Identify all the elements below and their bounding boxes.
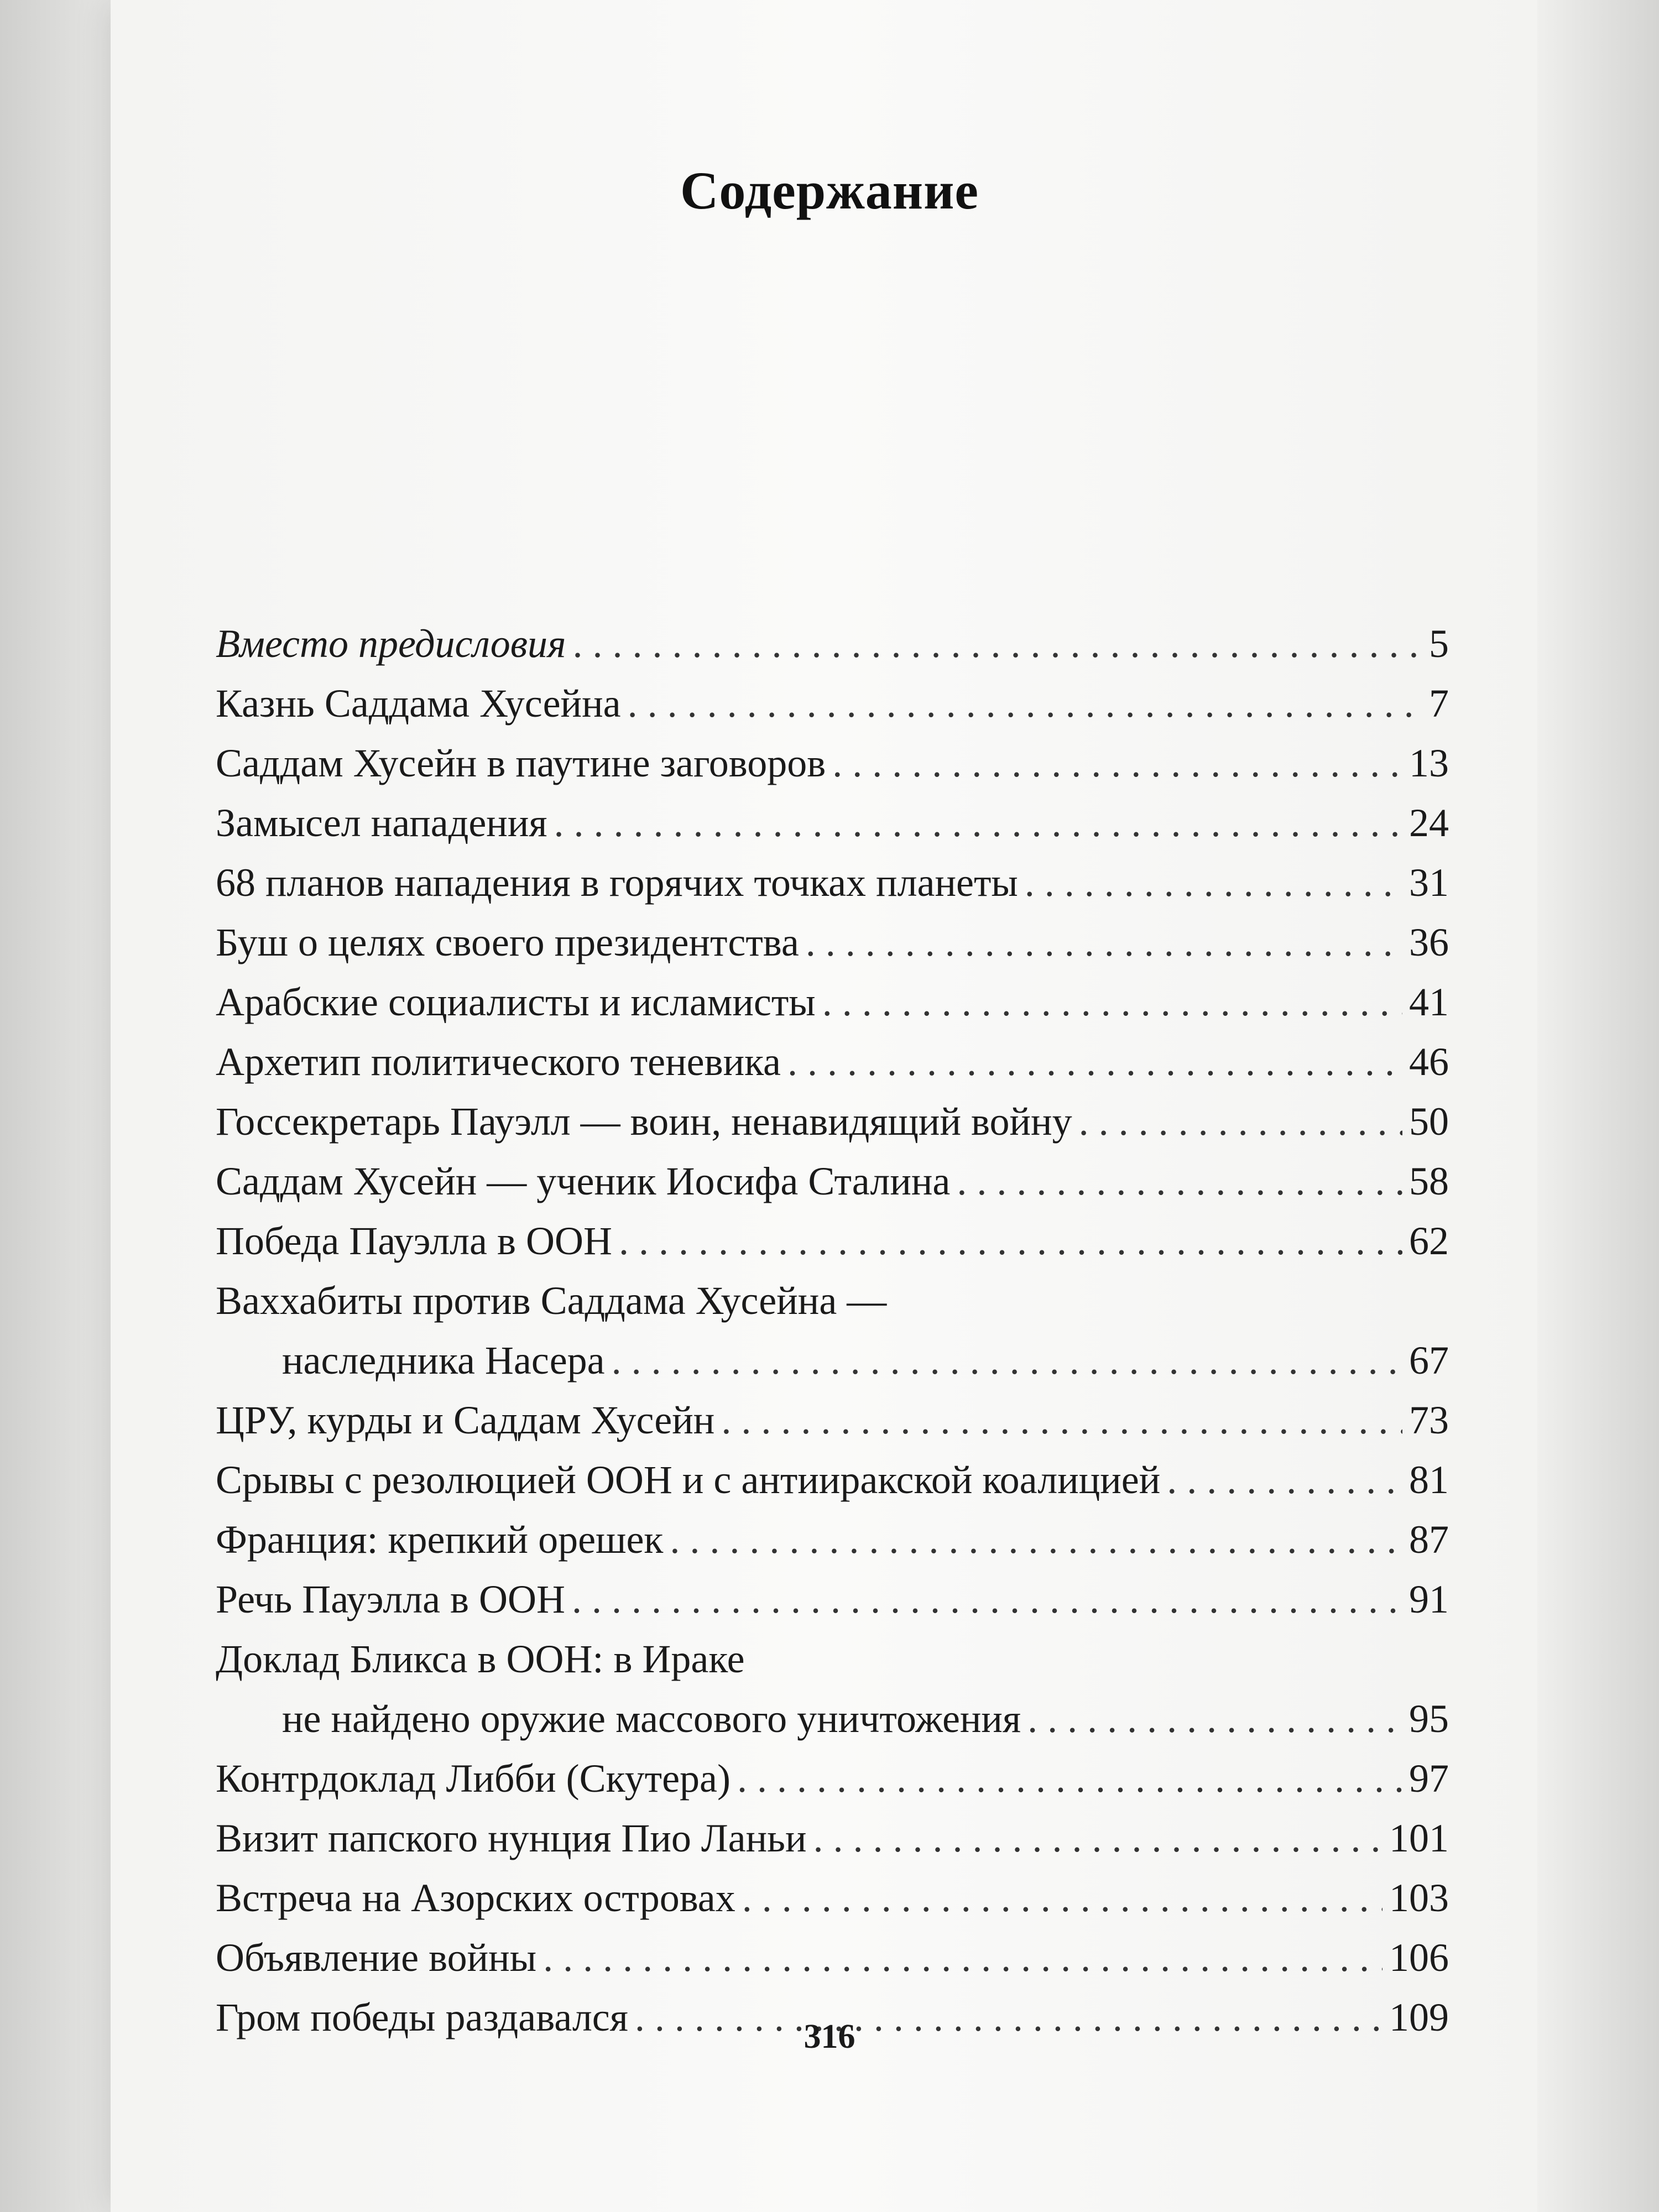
dot-leader (957, 1151, 1402, 1211)
toc-entry-page: 13 (1409, 741, 1449, 785)
toc-entry (216, 1510, 1449, 1569)
toc-entry (216, 1032, 1449, 1092)
toc-entry-title: Срывы с резолюцией ООН и с антииракской коалицией (216, 1458, 1161, 1502)
toc-entry-title: Саддам Хусейн — ученик Иосифа Сталина (216, 1159, 951, 1203)
toc-entry (216, 1271, 1449, 1390)
dot-leader (806, 912, 1402, 972)
toc-entry-title: 68 планов нападения в горячих точках планеты (216, 860, 1018, 905)
toc-entry-title: Речь Пауэлла в ООН (216, 1577, 566, 1621)
toc-entry (216, 1569, 1449, 1629)
toc-entry-page: 5 (1429, 622, 1449, 666)
toc-entry-page: 81 (1409, 1458, 1449, 1502)
toc-entry-title: Доклад Бликса в ООН: в Ираке (216, 1637, 745, 1681)
toc-entry-page: 95 (1409, 1697, 1449, 1741)
toc-entry (216, 674, 1449, 733)
dot-leader (787, 1032, 1402, 1092)
dot-leader (742, 1868, 1383, 1928)
dot-leader (1079, 1092, 1402, 1151)
toc-entry (216, 1928, 1449, 1987)
dot-leader (543, 1928, 1383, 1987)
toc-entry (216, 733, 1449, 793)
toc-entry-page: 41 (1409, 980, 1449, 1024)
dot-leader (1167, 1450, 1402, 1510)
toc-entry-title: Замысел нападения (216, 801, 547, 845)
toc-entry-title: Объявление войны (216, 1936, 537, 1980)
toc-entry-title: Буш о целях своего президентства (216, 920, 799, 964)
toc-entry-title: Саддам Хусейн в паутине заговоров (216, 741, 826, 785)
toc-entry-page: 87 (1409, 1517, 1449, 1562)
toc-entry (216, 1211, 1449, 1271)
toc-entry-page: 101 (1389, 1816, 1449, 1860)
toc-entry-title: Победа Пауэлла в ООН (216, 1219, 612, 1263)
toc-entry (216, 1808, 1449, 1868)
toc-entry-page: 103 (1389, 1876, 1449, 1920)
toc-entry-title: Вместо предисловия (216, 622, 566, 666)
toc-entry-title: Контрдоклад Либби (Скутера) (216, 1756, 731, 1801)
table-of-contents (216, 614, 1449, 2047)
toc-entry-page: 24 (1409, 801, 1449, 845)
dot-leader (832, 733, 1402, 793)
dot-leader (813, 1808, 1383, 1868)
page-title: Содержание (680, 161, 979, 221)
toc-entry-page: 7 (1429, 681, 1449, 726)
toc-entry-title-continuation: наследника Насера (282, 1338, 605, 1383)
page-edge-right (1537, 0, 1659, 2212)
toc-entry-page: 109 (1389, 1995, 1449, 2039)
toc-entry (216, 1151, 1449, 1211)
toc-entry-title: Визит папского нунция Пио Ланьи (216, 1816, 807, 1860)
toc-entry-title: ЦРУ, курды и Саддам Хусейн (216, 1398, 715, 1442)
toc-entry-title-continuation: не найдено оружие массового уничтожения (282, 1697, 1021, 1741)
toc-entry-page: 36 (1409, 920, 1449, 964)
toc-entry (216, 972, 1449, 1032)
dot-leader (737, 1749, 1402, 1808)
dot-leader (628, 674, 1422, 733)
dot-leader (572, 614, 1422, 674)
toc-entry (216, 853, 1449, 912)
toc-entry (216, 1868, 1449, 1928)
toc-entry (216, 1092, 1449, 1151)
toc-entry (216, 1629, 1449, 1749)
page-edge-left (0, 0, 111, 2212)
toc-entry (216, 1390, 1449, 1450)
toc-entry-title: Ваххабиты против Саддама Хусейна — (216, 1279, 887, 1323)
dot-leader (619, 1211, 1402, 1271)
toc-entry-page: 73 (1409, 1398, 1449, 1442)
toc-entry-page: 91 (1409, 1577, 1449, 1621)
toc-entry-title: Гром победы раздавался (216, 1995, 628, 2039)
toc-entry-title: Госсекретарь Пауэлл — воин, ненавидящий войну (216, 1099, 1072, 1144)
toc-entry-title: Франция: крепкий орешек (216, 1517, 664, 1562)
toc-entry-page: 97 (1409, 1756, 1449, 1801)
toc-entry (216, 912, 1449, 972)
toc-entry-title: Архетип политического теневика (216, 1040, 781, 1084)
toc-entry-page: 46 (1409, 1040, 1449, 1084)
toc-entry-page: 50 (1409, 1099, 1449, 1144)
dot-leader (1027, 1689, 1402, 1749)
dot-leader (721, 1390, 1402, 1450)
toc-entry-title: Арабские социалисты и исламисты (216, 980, 816, 1024)
dot-leader (554, 793, 1402, 853)
toc-entry-page: 106 (1389, 1936, 1449, 1980)
page-number: 316 (804, 2018, 855, 2056)
toc-entry-page: 67 (1409, 1338, 1449, 1383)
toc-entry-title: Казнь Саддама Хусейна (216, 681, 621, 726)
toc-entry-page: 58 (1409, 1159, 1449, 1203)
toc-entry (216, 1749, 1449, 1808)
dot-leader (822, 972, 1402, 1032)
toc-entry-page: 31 (1409, 860, 1449, 905)
toc-entry (216, 614, 1449, 674)
toc-entry (216, 1450, 1449, 1510)
toc-entry-title: Встреча на Азорских островах (216, 1876, 735, 1920)
dot-leader (1025, 853, 1402, 912)
dot-leader (612, 1331, 1402, 1390)
dot-leader (670, 1510, 1402, 1569)
dot-leader (572, 1569, 1402, 1629)
toc-entry (216, 793, 1449, 853)
toc-entry-page: 62 (1409, 1219, 1449, 1263)
